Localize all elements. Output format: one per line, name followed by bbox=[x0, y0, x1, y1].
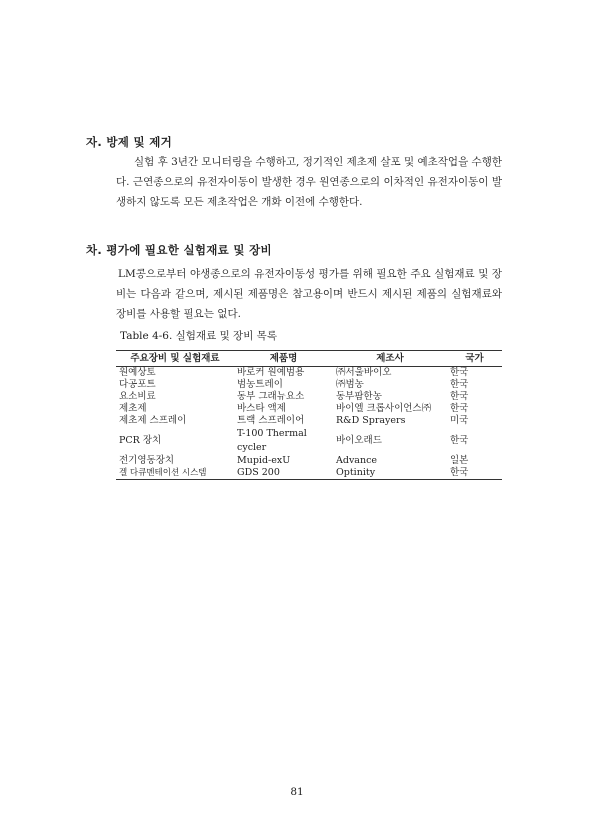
cell-equipment: PCR 장치 bbox=[119, 435, 162, 446]
page-number: 81 bbox=[290, 786, 304, 798]
section-body-cha: LM콩으로부터 야생종으로의 유전자이동성 평가를 위해 필요한 주요 실험재료 및 장비는 다음과 같으며, 제시된 제품명은 참고용이며 반드시 제시된 제품의 실험재료와 장비를 사용할 필요는 없다. bbox=[116, 268, 502, 320]
cell-manufacturer: ㈜범농 bbox=[336, 379, 364, 390]
header-product: 제품명 bbox=[234, 351, 333, 367]
table-row bbox=[116, 391, 502, 403]
cell-manufacturer: 바이오래드 bbox=[336, 435, 382, 446]
table-row bbox=[116, 367, 502, 380]
section-heading-cha: 차. 평가에 필요한 실험재료 및 장비 bbox=[86, 243, 272, 257]
table-row bbox=[116, 467, 502, 480]
cell-country: 한국 bbox=[450, 379, 469, 390]
cell-equipment: 겔 다큐멘테이션 시스템 bbox=[116, 467, 234, 480]
cell-country: 한국 bbox=[450, 391, 469, 402]
cell-product: 바스타 액제 bbox=[237, 403, 286, 414]
cell-manufacturer: R&D Sprayers bbox=[336, 415, 406, 426]
table-caption: Table 4-6. 실험재료 및 장비 목록 bbox=[120, 330, 277, 342]
table-row bbox=[116, 415, 502, 427]
cell-manufacturer: Optinity bbox=[333, 467, 447, 480]
cell-country: 한국 bbox=[447, 467, 502, 480]
cell-equipment: 제초제 bbox=[119, 403, 147, 414]
table-row bbox=[116, 455, 502, 467]
cell-product: 트랙 스프레이어 bbox=[237, 415, 305, 426]
section-body-ja: 실험 후 3년간 모니터링을 수행하고, 정기적인 제초제 살포 및 예초작업을 수행한다. 근연종으로의 유전자이동이 발생한 경우 원연종으로의 이차적인 유전자이동이 발생하지 않도록 모든 제초작업은 개화 이전에 수행한다. bbox=[116, 156, 502, 208]
cell-product: GDS 200 bbox=[234, 467, 333, 480]
header-country: 국가 bbox=[447, 351, 502, 367]
table-header-row bbox=[116, 351, 502, 367]
table-row bbox=[116, 427, 502, 455]
cell-country: 일본 bbox=[450, 455, 469, 466]
cell-equipment: 요소비료 bbox=[119, 391, 156, 402]
cell-product: T-100 Thermal cycler bbox=[237, 428, 307, 453]
cell-country: 한국 bbox=[450, 435, 469, 446]
cell-equipment: 다공포트 bbox=[119, 379, 156, 390]
cell-manufacturer: 동부팜한농 bbox=[336, 391, 382, 402]
cell-equipment: 제초제 스프레이 bbox=[119, 415, 187, 426]
cell-country: 미국 bbox=[450, 415, 469, 426]
cell-manufacturer: 바이엘 크롭사이언스㈜ bbox=[336, 403, 432, 414]
equipment-table bbox=[116, 350, 502, 480]
cell-equipment: 원예상토 bbox=[119, 367, 156, 378]
table-row bbox=[116, 403, 502, 415]
cell-product: 바로커 원예범용 bbox=[237, 367, 305, 378]
cell-equipment: 전기영동장치 bbox=[119, 455, 175, 466]
section-heading-ja: 자. 방제 및 제거 bbox=[86, 135, 173, 149]
header-manufacturer: 제조사 bbox=[333, 351, 447, 367]
cell-manufacturer: Advance bbox=[336, 455, 378, 466]
table-row bbox=[116, 379, 502, 391]
cell-manufacturer: ㈜서울바이오 bbox=[336, 367, 392, 378]
header-equipment: 주요장비 및 실험재료 bbox=[116, 351, 234, 367]
cell-product: 동부 그래뉴요소 bbox=[237, 391, 305, 402]
cell-country: 한국 bbox=[450, 403, 469, 414]
cell-product: Mupid-exU bbox=[237, 455, 291, 466]
cell-product: 범농트레이 bbox=[237, 379, 283, 390]
cell-country: 한국 bbox=[450, 367, 469, 378]
